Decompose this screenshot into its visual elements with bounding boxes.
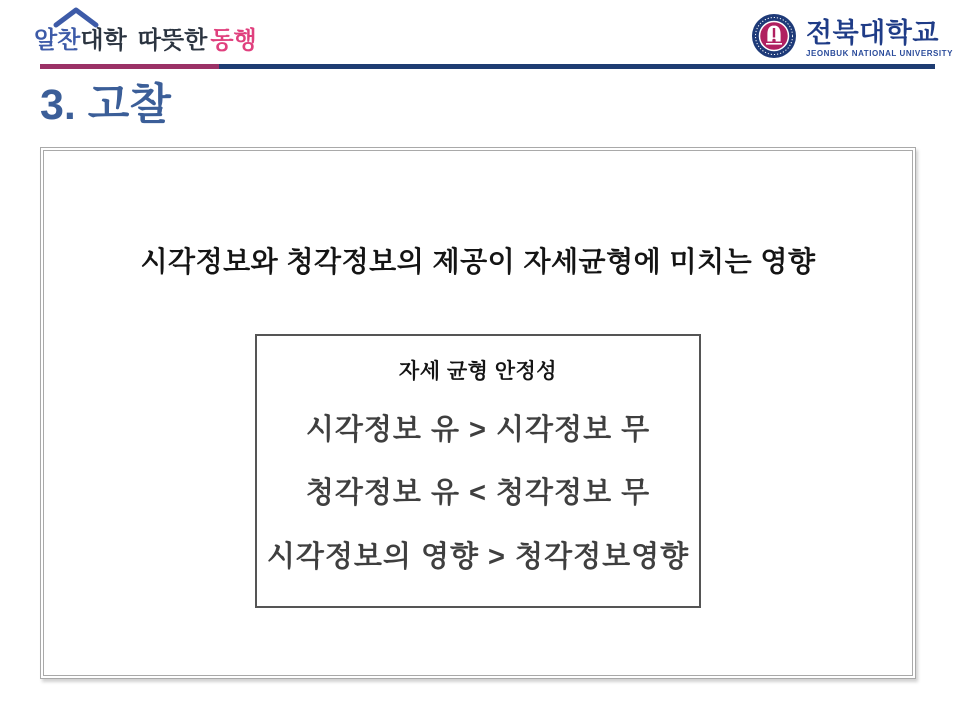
page-title: 3. 고찰: [40, 81, 171, 129]
summary-box-title: 자세 균형 안정성: [398, 360, 558, 383]
brand-word-alchan: 알찬: [34, 27, 81, 54]
finding-heading: 시각정보와 청각정보의 제공이 자세균형에 미치는 영향: [140, 246, 816, 277]
header-rule-crimson-segment: [40, 64, 219, 69]
university-logo: [751, 13, 953, 64]
header-rule-navy-segment: [219, 64, 935, 69]
comparison-line-auditory: 청각정보 유 < 청각정보 무: [305, 477, 651, 509]
brand-word-daehak: 대학: [80, 27, 127, 54]
comparison-line-visual: 시각정보 유 > 시각정보 무: [305, 414, 651, 446]
brand-word-ttatteuthan: 따뜻한: [137, 27, 208, 54]
university-name-block: [806, 19, 953, 59]
university-seal-icon: [751, 13, 797, 64]
brand-logo-left: [34, 2, 334, 62]
summary-box: [255, 334, 701, 608]
university-name-en: JEONBUK NATIONAL UNIVERSITY: [806, 48, 954, 58]
content-box: [40, 147, 916, 679]
brand-word-donghaeng: 동행: [210, 27, 257, 54]
university-name-ko: 전북대학교: [806, 17, 939, 48]
brand-slogan: [34, 26, 257, 56]
comparison-line-influence: 시각정보의 영향 > 청각정보영향: [266, 541, 690, 573]
